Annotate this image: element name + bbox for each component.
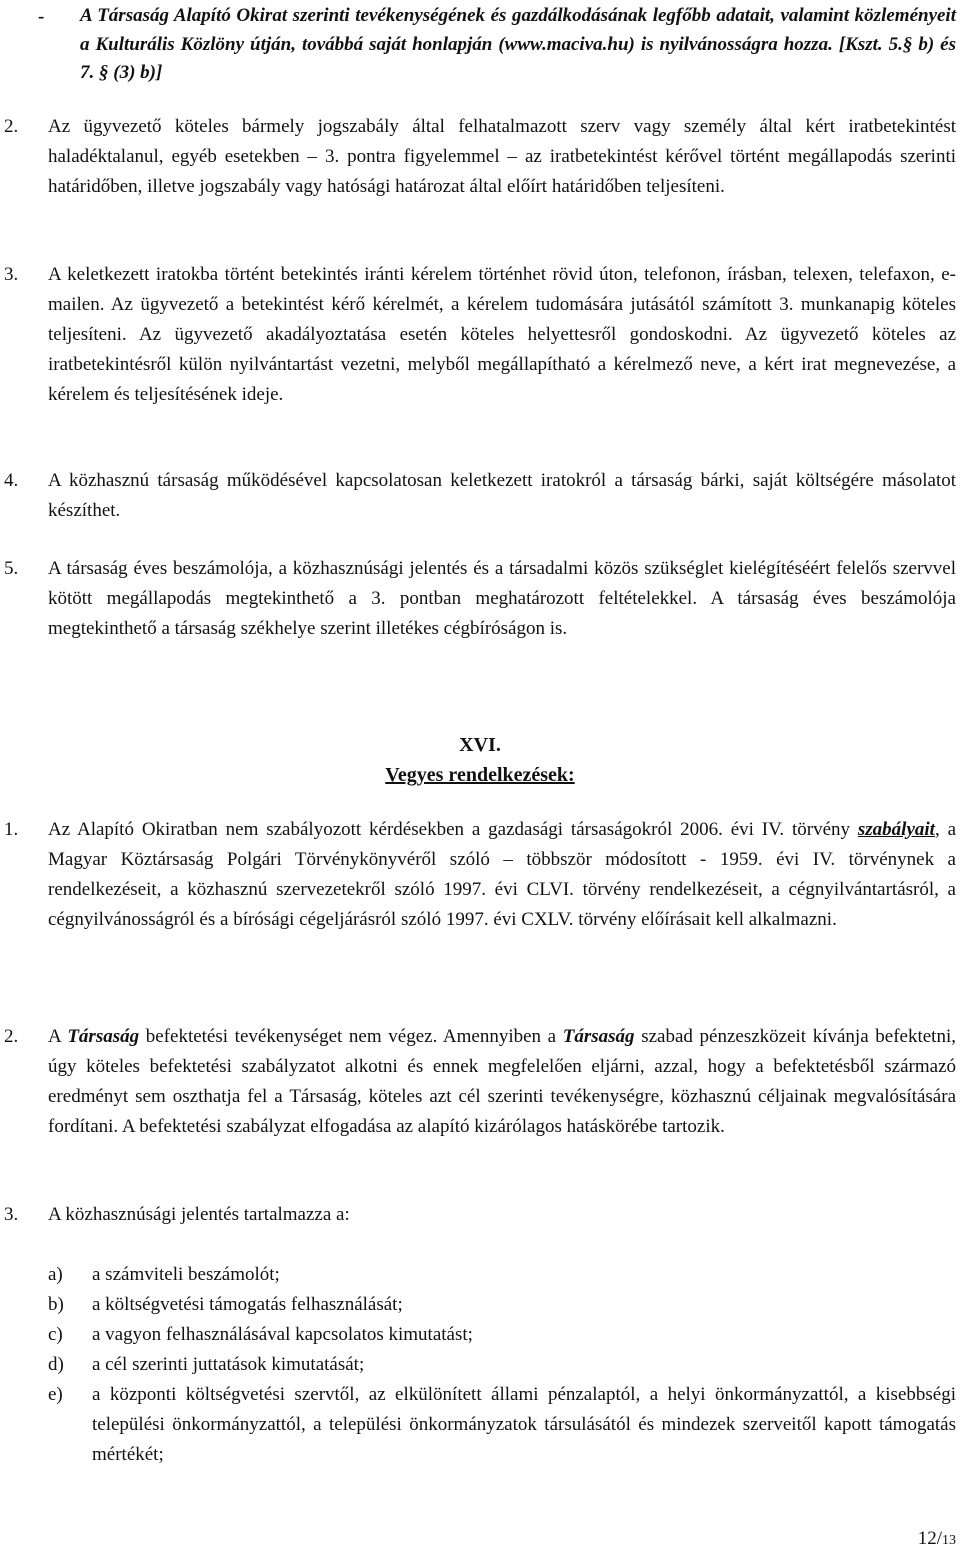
paragraph-text: A társaság éves beszámolója, a közhasznúsági jelentés és a társadalmi közös szükséglet kielégítéséért felelős szervvel kötött megállapodás megtekinthető a 3. pontban meghatározott feltételekkel. A társaság éves beszámolója megtekinthető a társaság székhelye szerint illetékes cégbíróságon is.	[48, 558, 956, 639]
list-letter: d)	[48, 1354, 64, 1375]
list-item	[48, 1350, 956, 1380]
text-part-c: szabad pénzeszközeit kívánja befektetni, úgy köteles befektetési szabályzatot alkotni és ennek megfelelően eljárni, azzal, hogy a befektetésből származó eredményt sem oszthatja fel a Társaság, köteles azt cél szerinti tevékenységre, közhasznú céljainak megvalósítására fordítani. A befektetési szabályzat elfogadása az alapító kizárólagos hatáskörébe tartozik.	[48, 1026, 956, 1137]
paragraph-number: 1.	[4, 819, 19, 840]
list-letter: b)	[48, 1294, 64, 1315]
list-item	[48, 1320, 956, 1350]
paragraph-text	[48, 815, 956, 935]
list-item	[48, 1260, 956, 1290]
page-total: 13	[942, 1533, 956, 1548]
paragraph-number: 2.	[4, 116, 19, 137]
paragraph-text: A keletkezett iratokba történt betekintés iránti kérelem történhet rövid úton, telefonon, írásban, telexen, telefaxon, e-mailen. Az ügyvezető a betekintést kérő kérelmét, a kérelem tudomására jutásától számított 3. munkanapig köteles teljesíteni. Az ügyvezető akadályoztatása esetén köteles helyettesről gondoskodni. Az ügyvezető köteles az iratbetekintésről külön nyilvántartást vezetni, melyből megállapítható a kérelmező neve, a kért irat megnevezése, a kérelem és teljesítésének ideje.	[48, 264, 956, 405]
dash-marker: -	[38, 6, 45, 27]
text-part-a: A	[48, 1026, 68, 1047]
text-before: Az Alapító Okiratban nem szabályozott kérdésekben a gazdasági társaságokról 2006. évi IV. törvény	[48, 819, 858, 840]
page-current: 12/	[917, 1528, 942, 1549]
text-after: , a Magyar Köztársaság Polgári Törvénykönyvéről szóló – többször módosított - 1959. évi IV. törvénynek a rendelkezéseit, a közhasznú szervezetekről szóló 1997. évi CLVI. törvény rendelkezéseit, a cégnyilvántartásról, a cégnyilvánosságról és a bírósági cégeljárásról szóló 1997. évi CXLV. törvény előírásait kell alkalmazni.	[48, 819, 956, 930]
paragraph-3	[4, 260, 956, 410]
paragraph-xvi-1	[4, 815, 956, 935]
list-letter: c)	[48, 1324, 63, 1345]
page-number	[918, 1524, 956, 1556]
section-title-text: Vegyes rendelkezések:	[385, 764, 575, 786]
list-letter: a)	[48, 1264, 63, 1285]
list-item	[48, 1380, 956, 1470]
list-item-text: a költségvetési támogatás felhasználását;	[92, 1294, 403, 1315]
list-item-text: a cél szerinti juttatások kimutatását;	[92, 1354, 365, 1375]
paragraph-number: 2.	[4, 1026, 19, 1047]
emphasis-tarsasag-2: Társaság	[562, 1026, 635, 1047]
paragraph-xvi-2	[4, 1022, 956, 1142]
paragraph-xvi-3	[4, 1200, 956, 1230]
paragraph-5	[4, 554, 956, 644]
paragraph-text: Az ügyvezető köteles bármely jogszabály által felhatalmazott szerv vagy személy által kért iratbetekintést haladéktalanul, egyéb esetekben – 3. pontra figyelemmel – az iratbetekintést kérővel történt megállapodás szerinti határidőben, illetve jogszabály vagy hatósági határozat által előírt határidőben teljesíteni.	[48, 116, 956, 197]
list-item-text: a vagyon felhasználásával kapcsolatos kimutatást;	[92, 1324, 473, 1345]
paragraph-4	[4, 466, 956, 526]
intro-item	[38, 2, 956, 88]
paragraph-text: A közhasznú társaság működésével kapcsolatosan keletkezett iratokról a társaság bárki, saját költségére másolatot készíthet.	[48, 470, 956, 521]
section-number: XVI.	[459, 734, 501, 756]
list-item	[48, 1290, 956, 1320]
intro-item-text: A Társaság Alapító Okirat szerinti tevékenységének és gazdálkodásának legfőbb adatait, valamint közleményeit a Kulturális Közlöny útján, továbbá saját honlapján (www.maciva.hu) is nyilvánosságra hozza. [Kszt. 5.§ b) és 7. § (3) b)]	[80, 5, 956, 83]
list-letter: e)	[48, 1384, 63, 1405]
sub-list	[48, 1260, 956, 1470]
list-item-text: a számviteli beszámolót;	[92, 1264, 280, 1285]
list-item-text: a központi költségvetési szervtől, az elkülönített állami pénzalaptól, a helyi önkormányzattól, a kisebbségi települési önkormányzattól, a települési önkormányzatok társulásától és mindezek szerveitől kapott támogatás mértékét;	[92, 1384, 956, 1465]
paragraph-number: 3.	[4, 264, 19, 285]
section-title	[0, 760, 960, 790]
paragraph-number: 5.	[4, 558, 19, 579]
paragraph-text	[48, 1022, 956, 1142]
paragraph-number: 3.	[4, 1204, 19, 1225]
emphasis-tarsasag-1: Társaság	[67, 1026, 140, 1047]
paragraph-number: 4.	[4, 470, 19, 491]
text-part-b: befektetési tevékenységet nem végez. Amennyiben a	[139, 1026, 563, 1047]
emphasis-szabalyait: szabályait	[857, 819, 935, 840]
paragraph-2	[4, 112, 956, 202]
paragraph-text: A közhasznúsági jelentés tartalmazza a:	[48, 1204, 350, 1225]
